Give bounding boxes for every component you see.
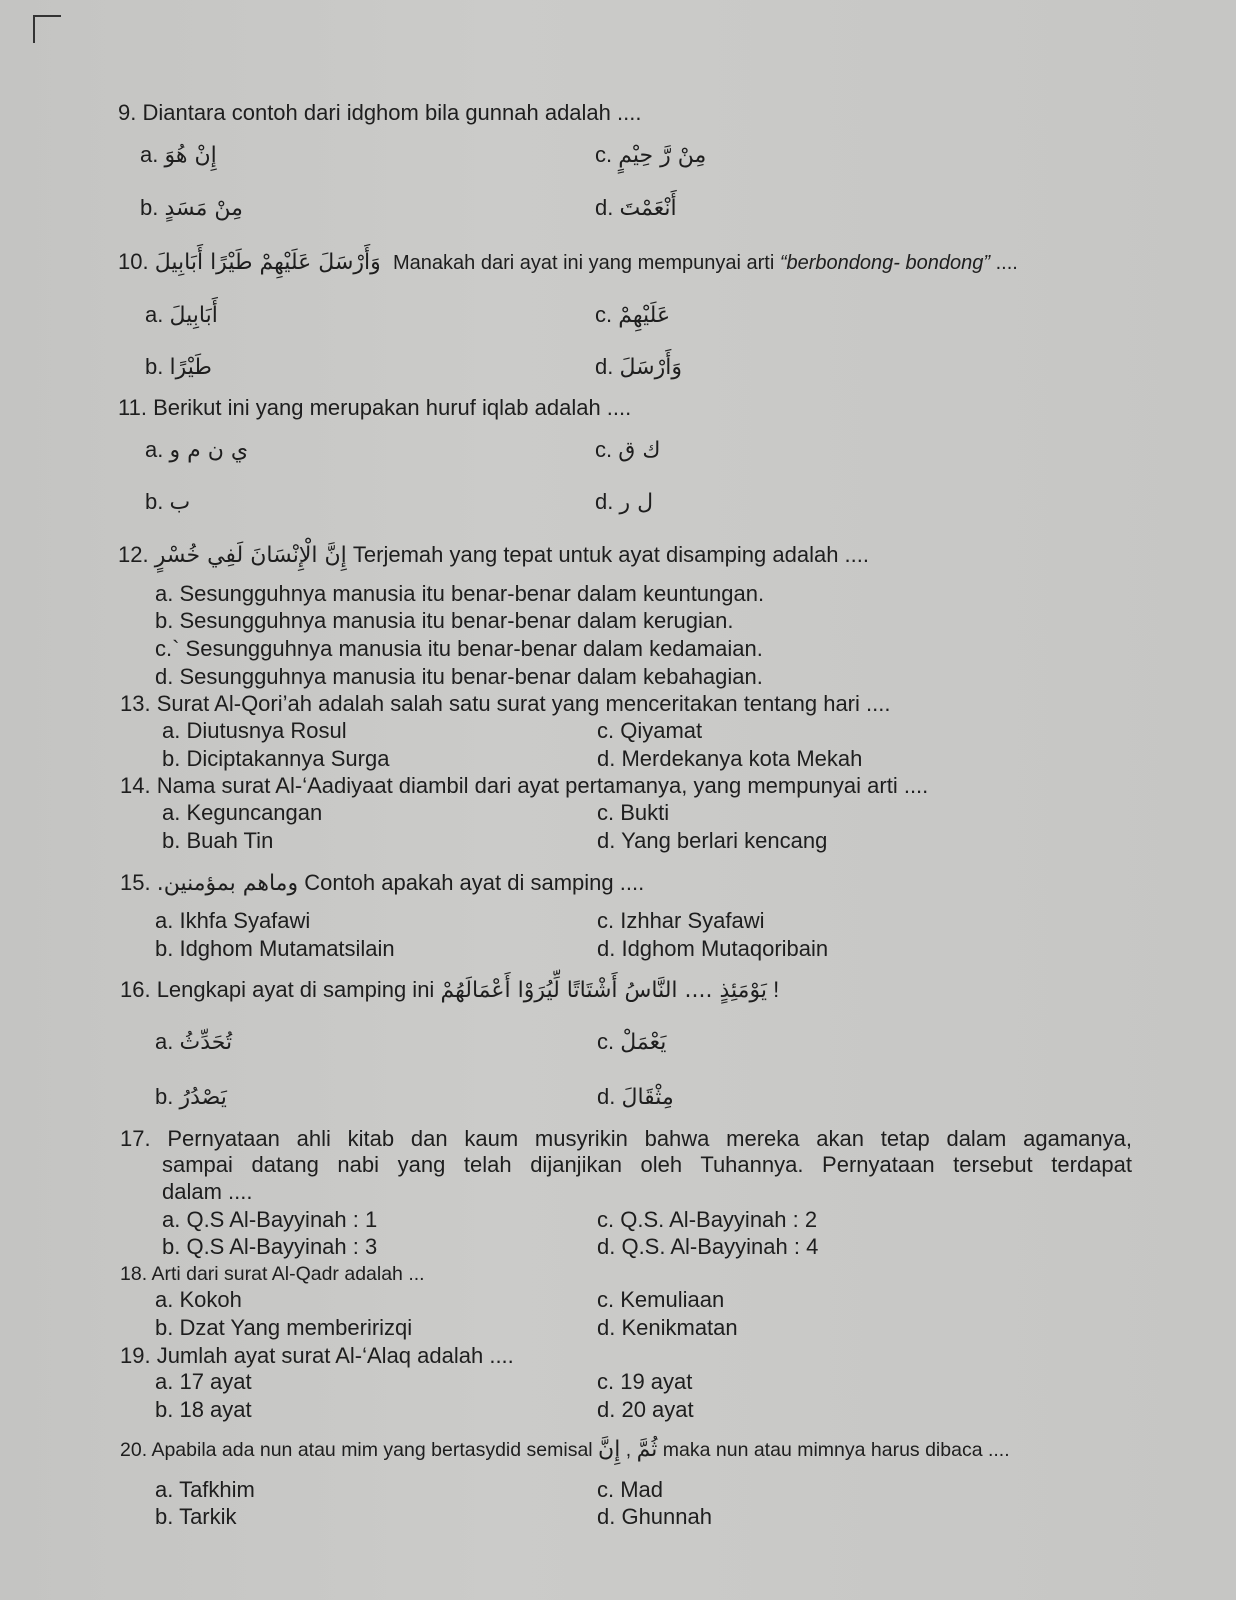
option-letter: a. xyxy=(140,142,159,167)
q15-option-a: a. Ikhfa Syafawi xyxy=(155,908,311,933)
option-letter: c. xyxy=(595,302,613,327)
q16-option-b xyxy=(155,1084,227,1111)
q16-option-d xyxy=(597,1084,674,1111)
q19-option-c: c. 19 ayat xyxy=(597,1369,693,1394)
q20-option-b: b. Tarkik xyxy=(155,1504,237,1529)
arabic-text: مِثْقَالَ xyxy=(621,1085,674,1110)
arabic-text: يَعْمَلْ xyxy=(620,1030,667,1055)
question-11: 11. Berikut ini yang merupakan huruf iqlab adalah .... xyxy=(118,395,632,420)
q9-option-b xyxy=(140,195,243,222)
arabic-text: ك ق xyxy=(618,438,661,463)
question-10 xyxy=(118,249,1018,276)
q20-option-c: c. Mad xyxy=(597,1477,664,1502)
q17-option-a: a. Q.S Al-Bayyinah : 1 xyxy=(162,1207,378,1232)
question-19: 19. Jumlah ayat surat Al-‘Alaq adalah .... xyxy=(120,1343,514,1368)
question-16 xyxy=(120,977,779,1004)
question-text-end: maka nun atau mimnya harus dibaca .... xyxy=(662,1439,1010,1461)
question-text: 20. Apabila ada nun atau mim yang bertasydid semisal xyxy=(120,1439,593,1461)
q13-option-c: c. Qiyamat xyxy=(597,718,703,743)
q13-option-d: d. Merdekanya kota Mekah xyxy=(597,746,863,771)
q9-option-c xyxy=(595,142,706,169)
option-letter: b. xyxy=(155,1084,174,1109)
q13-option-a: a. Diutusnya Rosul xyxy=(162,718,347,743)
option-letter: b. xyxy=(140,195,159,220)
option-letter: d. xyxy=(595,354,614,379)
q17-option-c: c. Q.S. Al-Bayyinah : 2 xyxy=(597,1207,818,1232)
q16-option-c xyxy=(597,1029,666,1056)
question-9: 9. Diantara contoh dari idghom bila gunnah adalah .... xyxy=(118,100,642,125)
question-quote: “berbondong- bondong” xyxy=(779,252,991,274)
q9-option-d xyxy=(595,195,677,222)
question-13: 13. Surat Al-Qori’ah adalah salah satu surat yang menceritakan tentang hari .... xyxy=(120,691,891,716)
arabic-text: أَبَابِيلَ xyxy=(169,303,218,328)
question-17-line-2: sampai datang nabi yang telah dijanjikan oleh Tuhannya. Pernyataan tersebut terdapat xyxy=(162,1152,1132,1177)
q18-option-a: a. Kokoh xyxy=(155,1287,242,1312)
arabic-text: إِنَّ xyxy=(598,1437,621,1462)
q12-option-b: b. Sesungguhnya manusia itu benar-benar dalam kerugian. xyxy=(155,608,734,633)
question-text: Contoh apakah ayat di samping .... xyxy=(304,870,645,895)
arabic-text: إِنْ هُوَ xyxy=(164,143,217,168)
q11-option-a xyxy=(145,437,248,464)
q20-option-d: d. Ghunnah xyxy=(597,1504,712,1529)
q15-option-c: c. Izhhar Syafawi xyxy=(597,908,765,933)
option-letter: a. xyxy=(145,302,164,327)
question-text: Manakah dari ayat ini yang mempunyai arti xyxy=(392,252,780,274)
q16-option-a xyxy=(155,1029,232,1056)
arabic-text: مِنْ مَسَدٍ xyxy=(164,196,243,221)
question-number: 12. xyxy=(118,542,149,567)
q14-option-c: c. Bukti xyxy=(597,800,670,825)
arabic-text: يَصْدُرُ xyxy=(179,1085,227,1110)
q18-option-d: d. Kenikmatan xyxy=(597,1315,738,1340)
q11-option-c xyxy=(595,437,660,464)
q10-option-d xyxy=(595,354,682,381)
option-letter: d. xyxy=(595,195,614,220)
arabic-text: ي ن م و xyxy=(169,438,249,463)
q19-option-b: b. 18 ayat xyxy=(155,1397,252,1422)
q18-option-c: c. Kemuliaan xyxy=(597,1287,725,1312)
exclamation: ! xyxy=(773,977,780,1002)
arabic-text: عَلَيْهِمْ xyxy=(618,303,671,328)
q18-option-b: b. Dzat Yang memberirizqi xyxy=(155,1315,413,1340)
question-15 xyxy=(120,870,644,897)
q19-option-d: d. 20 ayat xyxy=(597,1397,694,1422)
q17-option-d: d. Q.S. Al-Bayyinah : 4 xyxy=(597,1234,819,1259)
question-20 xyxy=(120,1437,1010,1463)
q10-option-c xyxy=(595,302,670,329)
arabic-verse: إِنَّ الْإِنْسَانَ لَفِي خُسْرٍ xyxy=(154,543,347,568)
arabic-verse: يَوْمَئِذٍ .... النَّاسُ أَشْتَاتًا لِّيُرَوْا أَعْمَالَهُمْ xyxy=(440,978,767,1003)
q10-option-a xyxy=(145,302,218,329)
question-17-line-1: 17. Pernyataan ahli kitab dan kaum musyrikin bahwa mereka akan tetap dalam agamanya, xyxy=(120,1126,1132,1151)
arabic-verse: وَأَرْسَلَ عَلَيْهِمْ طَيْرًا أَبَابِيلَ xyxy=(154,250,381,275)
q15-option-b: b. Idghom Mutamatsilain xyxy=(155,936,395,961)
option-letter: b. xyxy=(145,489,164,514)
q14-option-a: a. Keguncangan xyxy=(162,800,323,825)
arabic-text: تُحَدِّثُ xyxy=(179,1030,233,1055)
question-14: 14. Nama surat Al-‘Aadiyaat diambil dari ayat pertamanya, yang mempunyai arti .... xyxy=(120,773,929,798)
q12-option-d: d. Sesungguhnya manusia itu benar-benar dalam kebahagian. xyxy=(155,664,763,689)
arabic-text: مِنْ رَّ حِيْمٍ xyxy=(618,143,707,168)
question-number: 15. xyxy=(120,870,151,895)
q17-option-b: b. Q.S Al-Bayyinah : 3 xyxy=(162,1234,378,1259)
q11-option-b xyxy=(145,489,190,516)
q12-option-c: c.` Sesungguhnya manusia itu benar-benar dalam kedamaian. xyxy=(155,636,763,661)
question-number: 10. xyxy=(118,249,149,274)
option-letter: c. xyxy=(595,437,613,462)
q12-option-a: a. Sesungguhnya manusia itu benar-benar dalam keuntungan. xyxy=(155,581,765,606)
q14-option-b: b. Buah Tin xyxy=(162,828,274,853)
question-ellipsis: .... xyxy=(990,252,1018,274)
q10-option-b xyxy=(145,354,212,381)
option-letter: d. xyxy=(597,1084,616,1109)
q11-option-d xyxy=(595,489,653,516)
arabic-verse: وماهم بمؤمنين. xyxy=(156,871,299,896)
option-letter: a. xyxy=(155,1029,174,1054)
option-letter: b. xyxy=(145,354,164,379)
question-18: 18. Arti dari surat Al-Qadr adalah ... xyxy=(120,1263,425,1285)
q13-option-b: b. Diciptakannya Surga xyxy=(162,746,390,771)
q14-option-d: d. Yang berlari kencang xyxy=(597,828,828,853)
crop-mark xyxy=(33,15,61,43)
arabic-text: ل ر xyxy=(619,490,654,515)
arabic-text: ثُمَّ xyxy=(636,1437,658,1462)
question-17-line-3: dalam .... xyxy=(162,1179,253,1204)
question-12 xyxy=(118,542,869,569)
arabic-text: طَيْرًا xyxy=(169,355,212,380)
option-letter: c. xyxy=(597,1029,615,1054)
q9-option-a xyxy=(140,142,217,169)
q20-option-a: a. Tafkhim xyxy=(155,1477,255,1502)
q15-option-d: d. Idghom Mutaqoribain xyxy=(597,936,829,961)
arabic-text: ب xyxy=(169,490,191,515)
option-letter: d. xyxy=(595,489,614,514)
arabic-text: أَنْعَمْتَ xyxy=(619,196,677,221)
question-text: Terjemah yang tepat untuk ayat disamping adalah .... xyxy=(352,542,870,567)
question-text: 16. Lengkapi ayat di samping ini xyxy=(120,977,435,1002)
option-letter: c. xyxy=(595,142,613,167)
option-letter: a. xyxy=(145,437,164,462)
arabic-text: وَأَرْسَلَ xyxy=(619,355,682,380)
separator: , xyxy=(625,1439,632,1461)
q19-option-a: a. 17 ayat xyxy=(155,1369,252,1394)
